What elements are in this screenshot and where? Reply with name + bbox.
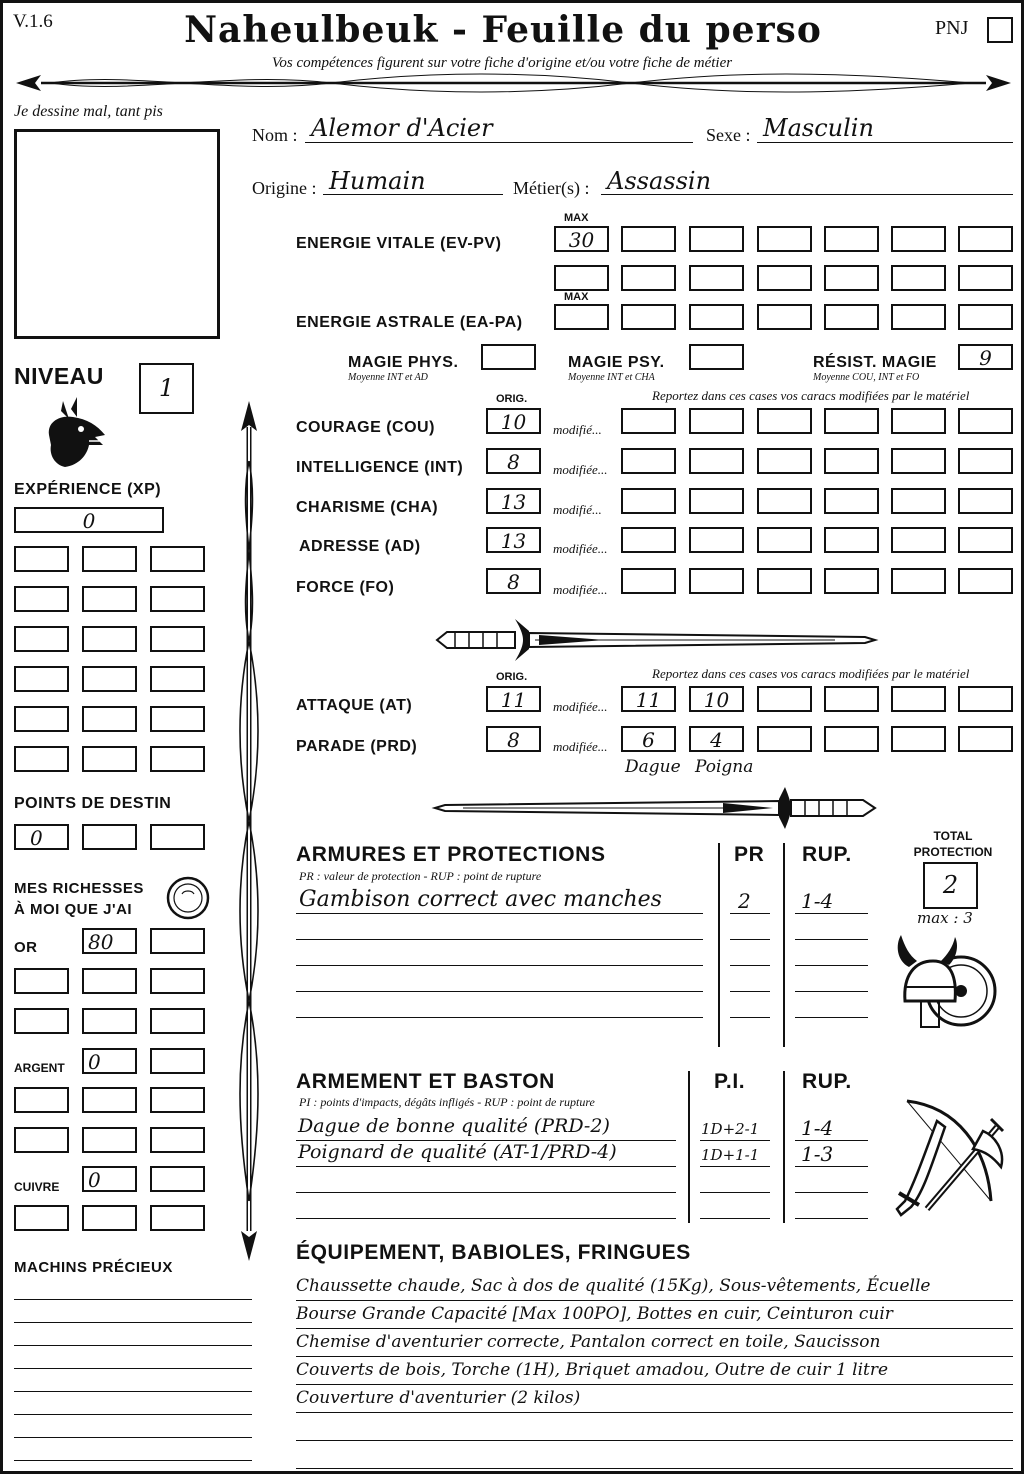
carac-mod-box-2-4[interactable]	[824, 448, 879, 474]
carac-mod-box-1-6[interactable]	[958, 408, 1013, 434]
magie-phys-sub: Moyenne INT et AD	[348, 372, 428, 383]
armure-line-2	[296, 939, 703, 940]
xp-box-3[interactable]	[150, 546, 205, 572]
niveau-label: NIVEAU	[14, 363, 104, 389]
equipement-line-2[interactable]: Bourse Grande Capacité [Max 100PO], Bottes en cuir, Ceinturon cuir	[296, 1301, 1013, 1329]
metier-value[interactable]: Assassin	[607, 167, 712, 195]
ev-box-4[interactable]	[824, 226, 879, 252]
armure-rup-line-5	[795, 1017, 868, 1018]
carac-mod-box-2-6[interactable]	[958, 448, 1013, 474]
argent-extra-box-2[interactable]	[82, 1087, 137, 1113]
niveau-box[interactable]: 1	[139, 363, 194, 414]
at-label: ATTAQUE (AT)	[296, 697, 413, 714]
xp-box-4[interactable]	[14, 586, 69, 612]
carac-modif-label-5: modifiée...	[553, 582, 608, 597]
xp-box-1[interactable]	[14, 546, 69, 572]
armure-line-5	[296, 1017, 703, 1018]
carac-mod-box-1-1[interactable]	[621, 408, 676, 434]
machins-label: MACHINS PRÉCIEUX	[14, 1259, 173, 1276]
or-box-2[interactable]	[150, 928, 205, 954]
xp-box-13[interactable]	[14, 706, 69, 732]
arme-pi-line-4	[700, 1218, 770, 1219]
coin-icon	[166, 876, 210, 920]
equipement-line-6[interactable]	[296, 1413, 1013, 1441]
argent-extra-box-1[interactable]	[14, 1087, 69, 1113]
resist-magie-sub: Moyenne COU, INT et FO	[813, 372, 920, 383]
xp-box-10[interactable]	[14, 666, 69, 692]
weapon1-caption: Dague	[625, 757, 681, 777]
xp-box-11[interactable]	[82, 666, 137, 692]
carac-mod-box-3-6[interactable]	[958, 488, 1013, 514]
magie-phys-box[interactable]	[481, 344, 536, 370]
ea-box-2[interactable]	[689, 304, 744, 330]
carac-orig-box-2[interactable]: 8	[486, 448, 541, 474]
xp-box[interactable]: 0	[14, 507, 164, 533]
armure-line-3	[296, 965, 703, 966]
armement-subtitle: PI : points d'impacts, dégâts infligés - RUP : point de rupture	[299, 1095, 595, 1109]
ea-box-4[interactable]	[824, 304, 879, 330]
argent-box-1[interactable]: 0	[82, 1048, 137, 1074]
or-extra-box-4[interactable]	[14, 1008, 69, 1034]
arme-rup-1[interactable]: 1-4	[801, 1116, 834, 1140]
arme-pi-line-2	[700, 1166, 770, 1167]
carac-mod-box-5-6[interactable]	[958, 568, 1013, 594]
prd-mod-box-3[interactable]	[757, 726, 812, 752]
carac-mod-box-2-1[interactable]	[621, 448, 676, 474]
arme-pi-2[interactable]: 1D+1-1	[701, 1146, 760, 1164]
armure-name-1[interactable]: Gambison correct avec manches	[299, 887, 662, 912]
carac-mod-box-1-5[interactable]	[891, 408, 946, 434]
carac-orig-box-1[interactable]: 10	[486, 408, 541, 434]
carac-mod-box-4-3[interactable]	[757, 527, 812, 553]
vertical-spear-icon	[231, 401, 267, 1261]
armure-pr-1[interactable]: 2	[738, 889, 751, 913]
arme-rup-line-3	[795, 1192, 868, 1193]
destin-box-1[interactable]: 0	[14, 824, 69, 850]
xp-label: EXPÉRIENCE (XP)	[14, 481, 162, 498]
carac-mod-box-3-3[interactable]	[757, 488, 812, 514]
ev-box-row2-3[interactable]	[689, 265, 744, 291]
ev-box-2[interactable]	[689, 226, 744, 252]
ev-box-6[interactable]	[958, 226, 1013, 252]
carac-mod-box-3-4[interactable]	[824, 488, 879, 514]
arme-line-4	[296, 1218, 676, 1219]
machins-line-4	[14, 1368, 252, 1369]
ev-max-box[interactable]: 30	[554, 226, 609, 252]
argent-label: ARGENT	[14, 1061, 65, 1075]
caracs-report-note: Reportez dans ces cases vos caracs modifiées par le matériel	[652, 388, 970, 403]
prd-label: PARADE (PRD)	[296, 738, 418, 755]
equipement-line-5[interactable]: Couverture d'aventurier (2 kilos)	[296, 1385, 1013, 1413]
ev-box-row2-1[interactable]	[554, 265, 609, 291]
armure-rup-line-2	[795, 939, 868, 940]
armures-rup-header: RUP.	[802, 843, 852, 866]
armure-line-4	[296, 991, 703, 992]
carac-label-2: INTELLIGENCE (INT)	[296, 459, 464, 476]
at-mod-box-1[interactable]: 11	[621, 686, 676, 712]
armure-rup-line-1	[795, 913, 868, 914]
portrait-caption: Je dessine mal, tant pis	[14, 103, 163, 120]
prd-orig-box[interactable]: 8	[486, 726, 541, 752]
carac-mod-box-1-2[interactable]	[689, 408, 744, 434]
prd-mod-box-4[interactable]	[824, 726, 879, 752]
arme-pi-line-3	[700, 1192, 770, 1193]
carac-mod-box-5-1[interactable]	[621, 568, 676, 594]
carac-label-3: CHARISME (CHA)	[296, 499, 439, 516]
metier-label: Métier(s) :	[513, 178, 590, 198]
machins-line-5	[14, 1391, 252, 1392]
machins-line-8	[14, 1460, 252, 1461]
xp-box-12[interactable]	[150, 666, 205, 692]
carac-mod-box-2-2[interactable]	[689, 448, 744, 474]
resist-magie-box[interactable]: 9	[958, 344, 1013, 370]
sword-left-icon	[435, 615, 877, 665]
xp-box-17[interactable]	[82, 746, 137, 772]
ev-box-row2-2[interactable]	[621, 265, 676, 291]
or-extra-box-6[interactable]	[150, 1008, 205, 1034]
xp-box-18[interactable]	[150, 746, 205, 772]
xp-box-16[interactable]	[14, 746, 69, 772]
ev-box-3[interactable]	[757, 226, 812, 252]
cuivre-label: CUIVRE	[14, 1180, 60, 1194]
or-box-1[interactable]: 80	[82, 928, 137, 954]
total-protection-label-2: PROTECTION	[913, 845, 993, 859]
machins-line-1	[14, 1299, 252, 1300]
spear-divider-icon	[11, 71, 1016, 95]
origine-label: Origine :	[252, 178, 317, 198]
destin-box-3[interactable]	[150, 824, 205, 850]
armure-rup-1[interactable]: 1-4	[801, 889, 834, 913]
combat-report-note: Reportez dans ces cases vos caracs modifiées par le matériel	[652, 666, 970, 681]
ev-max-label: MAX	[564, 212, 589, 224]
arme-rup-2[interactable]: 1-3	[801, 1142, 834, 1166]
carac-mod-box-4-4[interactable]	[824, 527, 879, 553]
argent-box-2[interactable]	[150, 1048, 205, 1074]
cuivre-extra-box-1[interactable]	[14, 1205, 69, 1231]
cuivre-extra-box-3[interactable]	[150, 1205, 205, 1231]
xp-box-15[interactable]	[150, 706, 205, 732]
carac-orig-box-5[interactable]: 8	[486, 568, 541, 594]
ea-box-3[interactable]	[757, 304, 812, 330]
arme-name-1[interactable]: Dague de bonne qualité (PRD-2)	[298, 1115, 610, 1137]
xp-box-7[interactable]	[14, 626, 69, 652]
arme-line-3	[296, 1192, 676, 1193]
pi-header: P.I.	[714, 1070, 746, 1093]
equipement-line-4[interactable]: Couverts de bois, Torche (1H), Briquet amadou, Outre de cuir 1 litre	[296, 1357, 1013, 1385]
ev-label: ENERGIE VITALE (EV-PV)	[296, 235, 502, 252]
ev-box-1[interactable]	[621, 226, 676, 252]
armement-title: ARMEMENT ET BASTON	[296, 1070, 555, 1093]
nom-value[interactable]: Alemor d'Acier	[311, 114, 493, 142]
at-mod-box-2[interactable]: 10	[689, 686, 744, 712]
pnj-checkbox[interactable]	[987, 17, 1013, 43]
at-orig-box[interactable]: 11	[486, 686, 541, 712]
or-extra-box-5[interactable]	[82, 1008, 137, 1034]
cuivre-extra-box-2[interactable]	[82, 1205, 137, 1231]
pnj-label: PNJ	[935, 17, 969, 39]
ea-max-label: MAX	[564, 291, 589, 303]
armure-pr-line-5	[730, 1017, 770, 1018]
armure-line-1	[296, 913, 703, 914]
xp-box-2[interactable]	[82, 546, 137, 572]
pr-header: PR	[734, 843, 765, 866]
prd-mod-box-6[interactable]	[958, 726, 1013, 752]
equipement-line-3[interactable]: Chemise d'aventurier correcte, Pantalon correct en toile, Saucisson	[296, 1329, 1013, 1357]
version-label: V.1.6	[13, 11, 53, 32]
or-extra-box-3[interactable]	[150, 968, 205, 994]
armure-pr-line-2	[730, 939, 770, 940]
equipement-line-1[interactable]: Chaussette chaude, Sac à dos de qualité (15Kg), Sous-vêtements, Écuelle	[296, 1273, 1013, 1301]
ea-box-6[interactable]	[958, 304, 1013, 330]
carac-mod-box-3-1[interactable]	[621, 488, 676, 514]
magie-psy-label: MAGIE PSY.	[568, 354, 665, 371]
arme-line-2	[296, 1166, 676, 1167]
carac-mod-box-2-5[interactable]	[891, 448, 946, 474]
arme-pi-1[interactable]: 1D+2-1	[701, 1120, 760, 1138]
page-subtitle: Vos compétences figurent sur votre fiche d'origine et/ou votre fiche de métier	[271, 55, 733, 71]
combat-orig-label: ORIG.	[496, 671, 528, 683]
machins-line-6	[14, 1414, 252, 1415]
total-protection-label-1: TOTAL	[933, 829, 973, 843]
carac-mod-box-5-3[interactable]	[757, 568, 812, 594]
arme-rup-line-2	[795, 1166, 868, 1167]
carac-orig-box-3[interactable]: 13	[486, 488, 541, 514]
carac-mod-box-5-5[interactable]	[891, 568, 946, 594]
armement-rup-header: RUP.	[802, 1070, 852, 1093]
carac-mod-box-5-2[interactable]	[689, 568, 744, 594]
argent-extra-box-4[interactable]	[14, 1127, 69, 1153]
carac-mod-box-4-1[interactable]	[621, 527, 676, 553]
armure-pr-line-3	[730, 965, 770, 966]
sexe-label: Sexe :	[706, 125, 751, 145]
weapon2-caption: Poigna	[695, 757, 754, 777]
argent-extra-box-6[interactable]	[150, 1127, 205, 1153]
carac-modif-label-4: modifiée...	[553, 541, 608, 556]
nom-label: Nom :	[252, 125, 298, 145]
ea-label: ENERGIE ASTRALE (EA-PA)	[296, 314, 523, 331]
or-extra-box-2[interactable]	[82, 968, 137, 994]
portrait-box[interactable]	[14, 129, 220, 339]
prd-modif-label: modifiée...	[553, 739, 608, 754]
xp-box-9[interactable]	[150, 626, 205, 652]
carac-modif-label-2: modifiée...	[553, 462, 608, 477]
armure-rup-line-4	[795, 991, 868, 992]
carac-label-1: COURAGE (COU)	[296, 419, 435, 436]
machins-line-2	[14, 1322, 252, 1323]
helmet-shield-icon	[891, 931, 1001, 1041]
max-protection-note: max : 3	[917, 909, 973, 927]
prd-mod-box-5[interactable]	[891, 726, 946, 752]
page-title: Naheulbeuk - Feuille du perso	[184, 9, 822, 51]
prd-mod-box-2[interactable]: 4	[689, 726, 744, 752]
or-label: OR	[14, 939, 38, 956]
machins-line-3	[14, 1345, 252, 1346]
ea-max-box[interactable]	[554, 304, 609, 330]
armures-subtitle: PR : valeur de protection - RUP : point de rupture	[299, 869, 542, 883]
ev-box-row2-5[interactable]	[824, 265, 879, 291]
carac-label-5: FORCE (FO)	[296, 579, 395, 596]
arme-rup-line-4	[795, 1218, 868, 1219]
carac-mod-box-1-3[interactable]	[757, 408, 812, 434]
sexe-value[interactable]: Masculin	[763, 114, 874, 142]
carac-orig-box-4[interactable]: 13	[486, 527, 541, 553]
carac-mod-box-3-5[interactable]	[891, 488, 946, 514]
weapons-icon	[887, 1097, 1011, 1221]
destin-label: POINTS DE DESTIN	[14, 795, 172, 812]
xp-box-14[interactable]	[82, 706, 137, 732]
total-protection-box[interactable]: 2	[923, 862, 978, 909]
sword-right-icon	[433, 781, 877, 835]
at-mod-box-4[interactable]	[824, 686, 879, 712]
arme-name-2[interactable]: Poignard de qualité (AT-1/PRD-4)	[298, 1141, 617, 1163]
argent-extra-box-3[interactable]	[150, 1087, 205, 1113]
carac-mod-box-4-5[interactable]	[891, 527, 946, 553]
at-modif-label: modifiée...	[553, 699, 608, 714]
carac-mod-box-4-6[interactable]	[958, 527, 1013, 553]
at-mod-box-5[interactable]	[891, 686, 946, 712]
xp-box-8[interactable]	[82, 626, 137, 652]
armure-pr-line-4	[730, 991, 770, 992]
ea-box-5[interactable]	[891, 304, 946, 330]
carac-modif-label-1: modifié...	[553, 422, 602, 437]
destin-box-2[interactable]	[82, 824, 137, 850]
arme-pi-line-1	[700, 1140, 770, 1141]
xp-box-5[interactable]	[82, 586, 137, 612]
origine-value[interactable]: Humain	[329, 167, 426, 195]
at-mod-box-6[interactable]	[958, 686, 1013, 712]
caracs-orig-label: ORIG.	[496, 393, 528, 405]
ev-box-row2-4[interactable]	[757, 265, 812, 291]
at-mod-box-3[interactable]	[757, 686, 812, 712]
resist-magie-label: RÉSIST. MAGIE	[813, 354, 937, 371]
armures-title: ARMURES ET PROTECTIONS	[296, 843, 606, 866]
ev-box-row2-6[interactable]	[891, 265, 946, 291]
magie-psy-sub: Moyenne INT et CHA	[568, 372, 655, 383]
magie-psy-box[interactable]	[689, 344, 744, 370]
arme-rup-line-1	[795, 1140, 868, 1141]
cuivre-box-1[interactable]: 0	[82, 1166, 137, 1192]
carac-mod-box-5-4[interactable]	[824, 568, 879, 594]
richesses-label-2: À MOI QUE J'AI	[14, 901, 133, 918]
cuivre-box-2[interactable]	[150, 1166, 205, 1192]
equipement-line-7[interactable]	[296, 1441, 1013, 1469]
carac-mod-box-4-2[interactable]	[689, 527, 744, 553]
armure-rup-line-3	[795, 965, 868, 966]
carac-mod-box-3-2[interactable]	[689, 488, 744, 514]
machins-line-7	[14, 1437, 252, 1438]
ev-box-row2-7[interactable]	[958, 265, 1013, 291]
dragon-icon	[43, 395, 109, 469]
argent-extra-box-5[interactable]	[82, 1127, 137, 1153]
magie-phys-label: MAGIE PHYS.	[348, 354, 459, 371]
richesses-label-1: MES RICHESSES	[14, 880, 144, 897]
carac-label-4: ADRESSE (AD)	[299, 538, 421, 555]
ea-box-1[interactable]	[621, 304, 676, 330]
or-extra-box-1[interactable]	[14, 968, 69, 994]
xp-box-6[interactable]	[150, 586, 205, 612]
ev-box-5[interactable]	[891, 226, 946, 252]
prd-mod-box-1[interactable]: 6	[621, 726, 676, 752]
carac-mod-box-1-4[interactable]	[824, 408, 879, 434]
carac-modif-label-3: modifié...	[553, 502, 602, 517]
armure-pr-line-1	[730, 913, 770, 914]
equipement-title: ÉQUIPEMENT, BABIOLES, FRINGUES	[296, 1241, 691, 1264]
carac-mod-box-2-3[interactable]	[757, 448, 812, 474]
